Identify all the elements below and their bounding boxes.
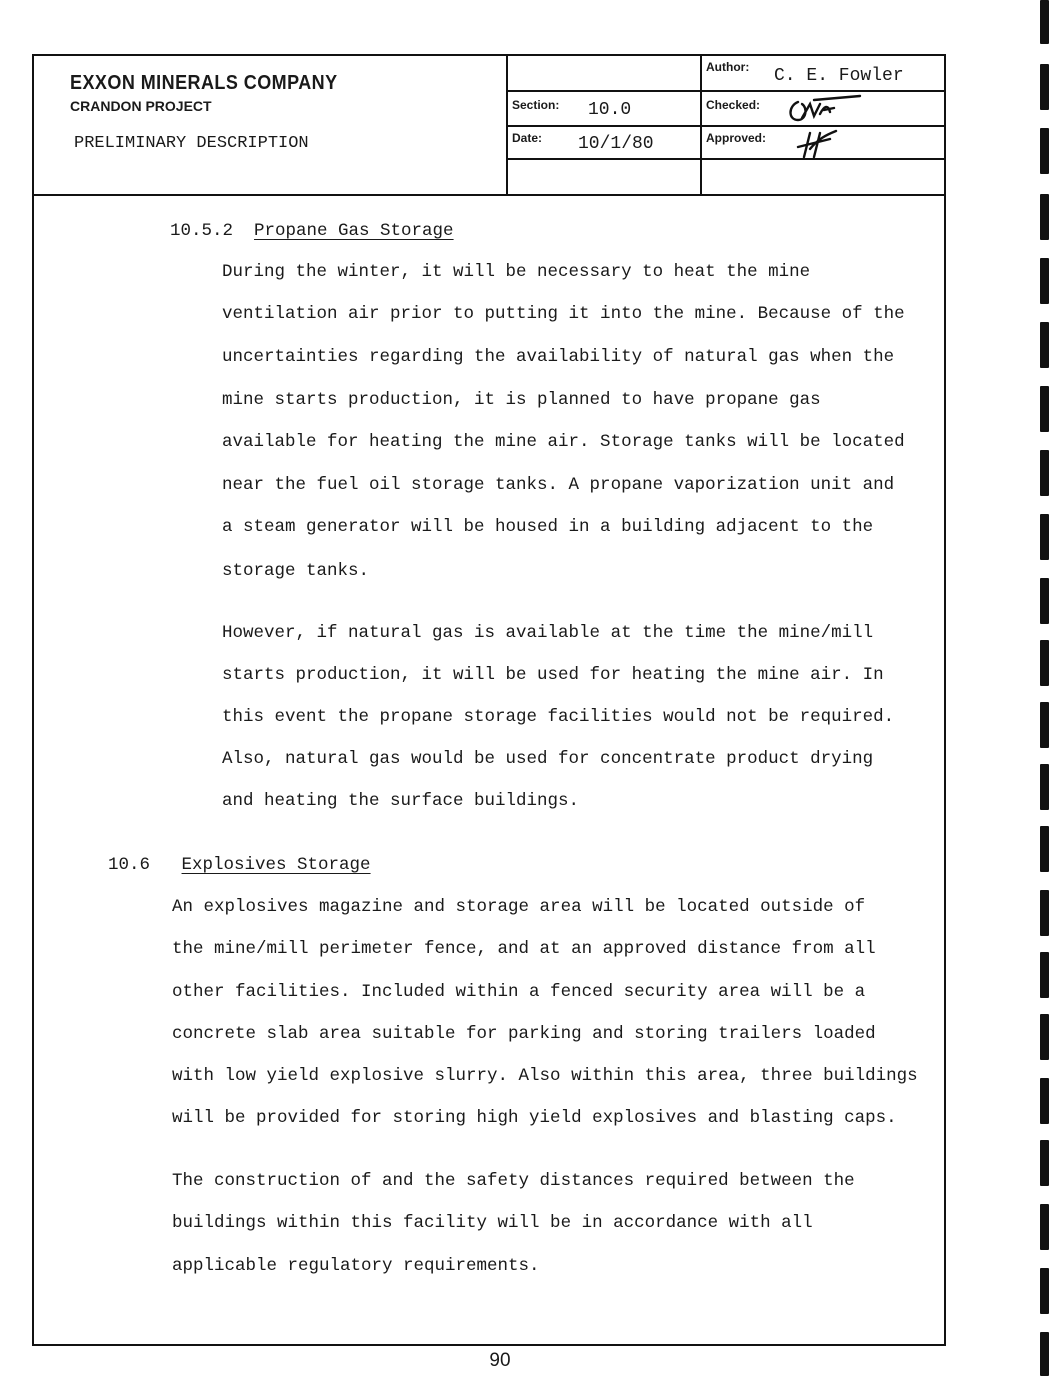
approved-label: Approved: bbox=[706, 131, 766, 145]
binding-mark bbox=[1040, 1268, 1049, 1314]
date-label: Date: bbox=[512, 131, 543, 145]
section-label: Section: bbox=[512, 98, 560, 112]
binding-mark bbox=[1040, 702, 1049, 748]
text-line: storage tanks. bbox=[222, 561, 370, 581]
binding-mark bbox=[1040, 450, 1049, 496]
date-value: 10/1/80 bbox=[578, 134, 654, 154]
binding-mark bbox=[1040, 258, 1049, 304]
section-date-block bbox=[508, 56, 702, 194]
text-line: this event the propane storage facilities would not be required. bbox=[222, 707, 895, 727]
binding-mark bbox=[1040, 1014, 1049, 1060]
binding-mark bbox=[1040, 514, 1049, 560]
text-line: will be provided for storing high yield explosives and blasting caps. bbox=[172, 1108, 897, 1128]
section-10-5-2-heading bbox=[170, 221, 454, 241]
text-line: buildings within this facility will be in accordance with all bbox=[172, 1213, 813, 1233]
text-line: with low yield explosive slurry. Also within this area, three buildings bbox=[172, 1066, 918, 1086]
section-title: Explosives Storage bbox=[181, 855, 371, 875]
checked-label: Checked: bbox=[706, 98, 761, 112]
text-line: An explosives magazine and storage area will be located outside of bbox=[172, 897, 866, 917]
text-line: concrete slab area suitable for parking and storing trailers loaded bbox=[172, 1024, 876, 1044]
text-line: and heating the surface buildings. bbox=[222, 791, 580, 811]
text-line: Also, natural gas would be used for concentrate product drying bbox=[222, 749, 874, 769]
page-number: 90 bbox=[489, 1350, 511, 1371]
section-title: Propane Gas Storage bbox=[254, 221, 454, 241]
checked-initials-signature bbox=[784, 92, 864, 126]
text-line: uncertainties regarding the availability of natural gas when the bbox=[222, 347, 895, 367]
binding-mark bbox=[1040, 0, 1049, 44]
project-name: CRANDON PROJECT bbox=[70, 98, 212, 114]
binding-mark bbox=[1040, 764, 1049, 810]
company-name: EXXON MINERALS COMPANY bbox=[70, 72, 338, 94]
company-block bbox=[34, 56, 508, 194]
text-line: mine starts production, it is planned to have propane gas bbox=[222, 390, 821, 410]
text-line: However, if natural gas is available at the time the mine/mill bbox=[222, 623, 874, 643]
binding-mark bbox=[1040, 1140, 1049, 1186]
section-10-6-heading bbox=[108, 855, 371, 875]
author-cell bbox=[702, 56, 944, 92]
binding-mark bbox=[1040, 578, 1049, 624]
binding-mark bbox=[1040, 1204, 1049, 1250]
section-number: 10.6 bbox=[108, 855, 151, 875]
author-label: Author: bbox=[706, 60, 750, 74]
binding-mark bbox=[1040, 128, 1049, 174]
text-line: near the fuel oil storage tanks. A propane vaporization unit and bbox=[222, 475, 895, 495]
binding-mark bbox=[1040, 386, 1049, 432]
binding-mark bbox=[1040, 952, 1049, 998]
blank-cell bbox=[508, 56, 700, 92]
section-cell bbox=[508, 92, 700, 127]
text-line: During the winter, it will be necessary to heat the mine bbox=[222, 262, 811, 282]
text-line: starts production, it will be used for heating the mine air. In bbox=[222, 665, 884, 685]
binding-mark bbox=[1040, 322, 1049, 368]
binding-mark bbox=[1040, 826, 1049, 872]
section-number: 10.5.2 bbox=[170, 221, 234, 241]
binding-mark bbox=[1040, 64, 1049, 110]
binding-mark bbox=[1040, 194, 1049, 240]
text-line: available for heating the mine air. Storage tanks will be located bbox=[222, 432, 905, 452]
text-line: other facilities. Included within a fenced security area will be a bbox=[172, 982, 866, 1002]
binding-mark bbox=[1040, 1078, 1049, 1124]
document-frame bbox=[32, 54, 946, 1346]
approved-initials-signature bbox=[790, 127, 850, 161]
checked-cell bbox=[702, 92, 944, 127]
title-block bbox=[34, 56, 944, 196]
section-value: 10.0 bbox=[588, 100, 632, 120]
text-line: the mine/mill perimeter fence, and at an approved distance from all bbox=[172, 939, 876, 959]
text-line: ventilation air prior to putting it into the mine. Because of the bbox=[222, 304, 905, 324]
text-line: The construction of and the safety distances required between the bbox=[172, 1171, 855, 1191]
approved-cell bbox=[702, 127, 944, 160]
text-line: applicable regulatory requirements. bbox=[172, 1256, 540, 1276]
date-cell bbox=[508, 127, 700, 160]
binding-mark bbox=[1040, 1332, 1049, 1376]
binding-mark bbox=[1040, 890, 1049, 936]
approval-block bbox=[702, 56, 944, 194]
binding-edge-marks bbox=[1040, 0, 1056, 1380]
document-type: PRELIMINARY DESCRIPTION bbox=[74, 134, 309, 153]
binding-mark bbox=[1040, 640, 1049, 686]
text-line: a steam generator will be housed in a building adjacent to the bbox=[222, 517, 874, 537]
author-value: C. E. Fowler bbox=[774, 66, 904, 86]
